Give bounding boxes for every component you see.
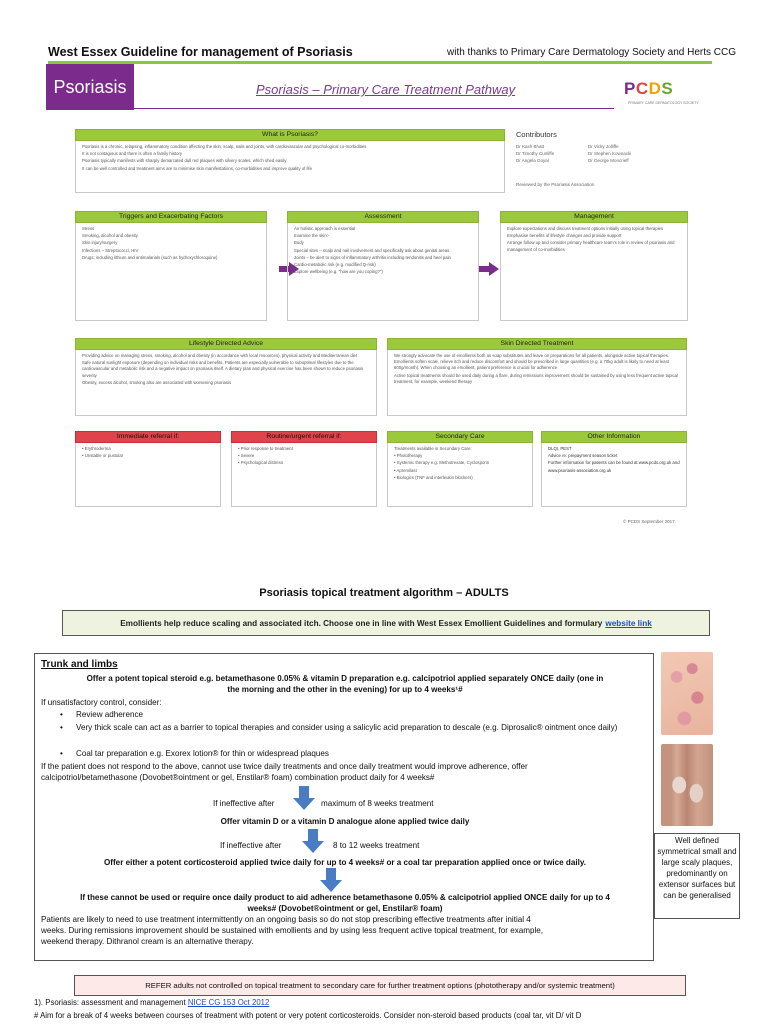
skin-treatment-box (387, 338, 687, 416)
step3: Offer either a potent corticosteroid applied twice daily for up to 4 weeks# or a coal tar preparation applied once or twice daily. (104, 858, 586, 867)
bullet-thick-scale: Very thick scale can act as a barrier to topical therapies and consider using a salicylic acid preparation to descale (e.g. Diprosalic® ointment once daily) (76, 723, 618, 732)
skin-treatment-heading: Skin Directed Treatment (387, 338, 687, 350)
trigger-item: Stress (82, 226, 95, 231)
trunk-limbs-heading: Trunk and limbs (41, 659, 118, 670)
assessment-item: Joints – be alert to signs of inflammatory arthritis including tendonitis and heel pain (294, 254, 451, 260)
trigger-item: Skin injury/surgery (82, 240, 118, 246)
header-divider (48, 61, 712, 64)
immediate-referral-item: • Unstable or pustular (82, 453, 124, 459)
down-arrow-icon (293, 786, 315, 810)
bullet-icon: • (60, 723, 63, 732)
contributor: Dr Kash Bhatt (516, 144, 545, 149)
lifestyle-box (75, 338, 377, 416)
secondary-care-box (387, 431, 533, 507)
no-response-line2: calcipotriol/betamethasone (Dovobet®ointment or gel, Enstilar® foam) combination product daily for 4 weeks# (41, 773, 435, 782)
assessment-item: Explore wellbeing (e.g. "how are you coping?") (294, 269, 383, 275)
what-line: Psoriasis is a chronic, relapsing, inflammatory condition affecting the skin, scalp, nails and joints, with cardiovascular and psychological co-morbidities (82, 144, 367, 149)
bullet-icon: • (60, 710, 63, 719)
other-info-link[interactable]: www.psoriasis-association.org.uk (548, 467, 612, 473)
ineffective-label: If ineffective after (220, 841, 282, 850)
assessment-item: An holistic approach is essential (294, 226, 356, 231)
what-line: It is not contagious and there is often a family history (82, 151, 183, 157)
reviewed-by: Reviewed by the Psoriasis Association (516, 182, 595, 187)
step4-line2: weeks# (Dovobet®ointment or gel, Enstilar® foam) (247, 904, 443, 913)
routine-referral-item: • Prior response to treatment (238, 446, 293, 451)
pathway-title: Psoriasis – Primary Care Treatment Pathway (256, 82, 516, 97)
bullet-coal-tar: Coal tar preparation e.g. Exorex lotion® for thin or widespread plaques (76, 749, 329, 758)
lifestyle-item: Providing advice on managing stress, smoking, alcohol and obesity (in accordance with local resources), physical activity and Mediterranean diet (82, 353, 358, 358)
other-information-heading: Other Information (541, 431, 687, 443)
step2: Offer vitamin D or a vitamin D analogue alone applied twice daily (220, 817, 470, 826)
contributor: Dr Vicky Jolliffe (588, 144, 619, 149)
formulary-website-link[interactable]: website link (605, 618, 652, 628)
management-item: Explore expectations and discuss treatment options initially using topical therapies (507, 226, 664, 231)
emollients-text: Emollients help reduce scaling and associated itch. Choose one in line with West Essex Emollient Guidelines and formulary (120, 618, 603, 628)
step1-line1: Offer a potent topical steroid e.g. betamethasone 0.05% & vitamin D preparation e.g. calcipotriol applied separately ONCE daily (one in (86, 674, 604, 683)
secondary-care-item: • Apremilast (394, 467, 417, 473)
contributor: Dr Timothy Cunliffe (516, 151, 555, 157)
immediate-referral-item: • Erythroderma (82, 446, 111, 451)
acknowledgement: with thanks to Primary Care Dermatology Society and Herts CCG (447, 47, 736, 58)
assessment-item: Examine the skin:- (294, 233, 330, 239)
contributor: Dr Stephen Kownacki (588, 151, 632, 157)
psoriasis-banner: Psoriasis (46, 64, 134, 110)
bullet-review-adherence: Review adherence (76, 710, 144, 719)
triggers-box (75, 211, 267, 321)
down-arrow-icon (320, 868, 342, 892)
other-info-line: Further information for patients can be found at www.pcds.org.uk and (548, 460, 680, 466)
ineffective-duration: 8 to 12 weeks treatment (333, 841, 420, 850)
psoriasis-legs-photo (661, 744, 713, 826)
contributors-heading: Contributors (516, 130, 557, 139)
no-response-line1: If the patient does not respond to the above, cannot use twice daily treatments and once daily treatment would improve adherence, offer (41, 762, 528, 771)
footnote-reference (34, 998, 269, 1007)
what-line: It can be well controlled and treatment aims are to minimise skin manifestations, co-morbidities and improve quality of life (82, 165, 312, 171)
routine-referral-box (231, 431, 377, 507)
trigger-item: Smoking, alcohol and obesity (82, 233, 138, 239)
what-is-psoriasis-heading: What is Psoriasis? (75, 129, 505, 141)
routine-referral-item: • Severe (238, 453, 255, 459)
photo-caption: Well defined symmetrical small and large scaly plaques, predominantly on extensor surfaces but can be generalised (654, 833, 740, 919)
assessment-item: Body (294, 240, 304, 246)
skin-treatment-item: We strongly advocate the use of emollients both as soap substitutes and leave on preparations for all patients, alongside active topical therapies. Emollients soften scale, relieve itch and reduce discomfort and should be prescribed in large quantities (e.g. a 70kg adult is likely to need at least 600g/month). When choosing an emollient, patient preference is crucial for adherence (394, 353, 670, 371)
management-item: Emphasise benefits of lifestyle changes and provide support (507, 233, 622, 239)
refer-banner: REFER adults not controlled on topical treatment to secondary care for further treatment options (phototherapy and/or systemic treatment) (74, 975, 686, 996)
other-information-box (541, 431, 687, 507)
algorithm-title: Psoriasis topical treatment algorithm – ADULTS (259, 587, 509, 599)
trigger-item: Drugs; including lithium and antimalarials (such as hydroxychloroquine) (82, 254, 218, 260)
pcds-logo-subtitle: PRIMARY CARE DERMATOLOGY SOCIETY (628, 101, 699, 105)
routine-referral-heading: Routine/urgent referral if: (231, 431, 377, 443)
lifestyle-item: Obesity, excess alcohol, smoking also are associated with worsening psoriasis (82, 379, 232, 385)
management-heading: Management (500, 211, 688, 223)
management-box (500, 211, 688, 321)
bullet-icon: • (60, 749, 63, 758)
document-title: West Essex Guideline for management of Psoriasis (48, 45, 353, 59)
step4-line1: If these cannot be used or require once daily product to aid adherence betamethasone 0.05% & calcipotriol applied ONCE daily for up to 4 (80, 893, 610, 902)
note-line2: weeks. During remissions improvement should be sustained with emollients and by using less frequent active topical treatment, for example, (41, 926, 544, 935)
contributor: Dr George Moncrieff (588, 158, 629, 164)
note-line3: weekend therapy. Dithranol cream is an alternative therapy. (41, 937, 254, 946)
immediate-referral-box (75, 431, 221, 507)
assessment-item: Cardio-metabolic risk (e.g. modified Q-risk) (294, 262, 376, 268)
what-line: Psoriasis typically manifests with sharply demarcated dull red plaques with silvery scales, which shed easily (82, 158, 287, 164)
note-line1: Patients are likely to need to use treatment intermittently on an ongoing basis so do not stop prescribing effective treatments after initial 4 (41, 915, 531, 924)
nice-guideline-link[interactable]: NICE CG 153 Oct 2012 (187, 998, 270, 1007)
footnote-break: # Aim for a break of 4 weeks between courses of treatment with potent or very potent corticosteroids. Consider non-steroid based products (coal tar, vit D/ vit D (34, 1011, 582, 1020)
secondary-care-item: • Phototherapy (394, 453, 423, 459)
secondary-care-heading: Secondary Care (387, 431, 533, 443)
down-arrow-icon (302, 829, 324, 853)
assessment-box (287, 211, 479, 321)
management-item: Arrange follow up and consider primary healthcare team's role in review of psoriasis and management of co-morbidities (507, 240, 675, 252)
ineffective-label: If ineffective after (213, 799, 275, 808)
footnote-text: 1). Psoriasis: assessment and management (34, 998, 186, 1007)
trigger-item: Infections – Streptococci, HIV (82, 247, 139, 253)
assessment-item: Special sites – scalp and nail involvement and specifically ask about genital areas (294, 247, 450, 253)
secondary-care-item: • Biologics (TNF and interleukin blockers) (394, 474, 473, 480)
flow-arrow-icon (489, 262, 499, 276)
pcds-logo: P C D S (624, 79, 674, 98)
trunk-limbs-panel (34, 653, 654, 961)
ineffective-duration: maximum of 8 weeks treatment (321, 799, 434, 808)
triggers-heading: Triggers and Exacerbating Factors (75, 211, 267, 223)
immediate-referral-heading: Immediate referral if: (75, 431, 221, 443)
contributor: Dr Angela Goyal (516, 158, 549, 164)
assessment-heading: Assessment (287, 211, 479, 223)
pathway-divider (134, 108, 614, 109)
other-info-line: DLQI, PEST (548, 446, 572, 451)
skin-treatment-item: Active topical treatments should be used daily during a flare, during remissions improvement should be sustained by using less frequent active topical treatment, for example, weekend therapy (394, 372, 678, 384)
routine-referral-item: • Psychological distress (238, 460, 283, 466)
emollients-banner (62, 610, 710, 636)
copyright-date: © PCDS September 2017 (623, 519, 675, 524)
contributors-list (516, 143, 668, 165)
what-is-psoriasis-box (75, 129, 505, 193)
secondary-care-intro: Treatments available in Secondary Care: (394, 446, 472, 451)
unsatisfactory-control: If unsatisfactory control, consider: (41, 698, 162, 707)
psoriasis-trunk-photo (661, 652, 713, 735)
other-info-line: Advice re: prepayment season ticket (548, 453, 618, 459)
step1-line2: the morning and the other in the evening) for up to 4 weeks¹# (227, 685, 463, 694)
lifestyle-heading: Lifestyle Directed Advice (75, 338, 377, 350)
secondary-care-item: • Systemic therapy e.g. Methotrexate, Cyclosporin (394, 460, 490, 466)
lifestyle-item: Safe natural sunlight exposure (depending on individual risks and benefits. Patients are especially vulnerable to suboptimal lifestyles due to the cardiovascular and metabolic risk and a negative impact on psoriasis itself. A dietary plan and physical exercise has been shown to reduce psoriasis severity (82, 360, 364, 378)
